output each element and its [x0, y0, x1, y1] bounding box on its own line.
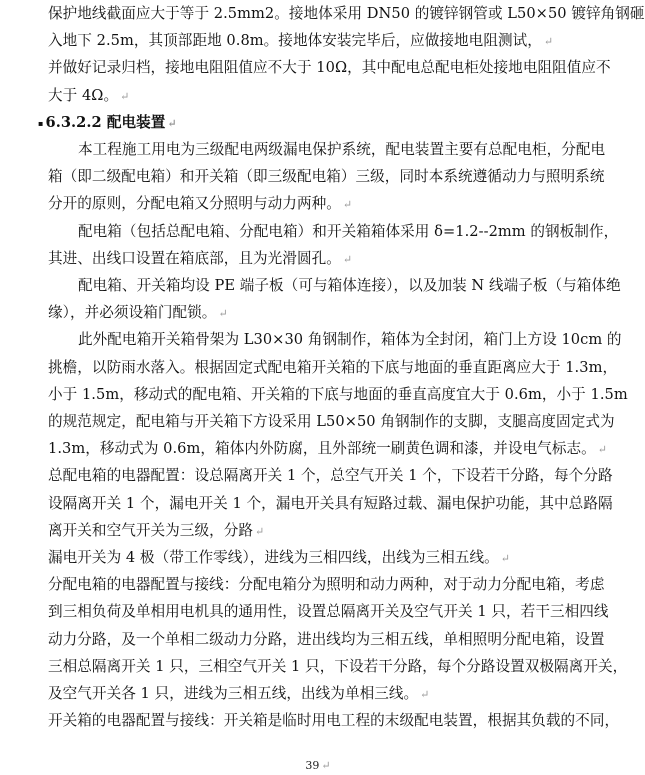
text-line-14: 挑檐，以防雨水落入。根据固定式配电箱开关箱的下底与地面的垂直距离应大于 1.3m，	[48, 358, 618, 376]
text-line-2: 入地下 2.5m，其顶部距地 0.8m。接地体安装完毕后，应做接地电阻测试， ↵	[48, 32, 554, 50]
text-line-11: 配电箱、开关箱均设 PE 端子板（可与箱体连接），以及加装 N 线端子板（与箱体绝	[78, 277, 621, 294]
text-line-8: 分开的原则，分配电箱又分照明与动力两种。 ↵	[48, 195, 353, 213]
paragraph-mark-icon: ↵	[218, 307, 228, 321]
text-line-1: 保护地线截面应大于等于 2.5mm2。接地体采用 DN50 的镀锌钢管或 L50×50 镀锌角钢砸	[48, 5, 645, 22]
paragraph-mark-icon: ↵	[120, 89, 130, 103]
text-line-13: 此外配电箱开关箱骨架为 L30×30 角钢制作，箱体为全封闭，箱门上方设 10cm 的	[78, 331, 622, 349]
text-line-20: 离开关和空气开关为三级，分路 ↵	[48, 521, 265, 539]
paragraph-mark-icon: ↵	[255, 524, 265, 538]
text-line-25: 三相总隔离开关 1 只，三相空气开关 1 只，下设若干分路，每个分路设置双极隔离开关，	[48, 657, 628, 675]
text-line-16: 的规范规定，配电箱与开关箱下方设采用 L50×50 角钢制作的支脚，支腿高度固定式为	[48, 413, 615, 430]
text-line-15: 小于 1.5m，移动式的配电箱、开关箱的下底与地面的垂直高度宜大于 0.6m，小于 1.5m	[48, 385, 628, 403]
page-number: 39 ↵	[305, 759, 331, 772]
text-line-9: 配电箱（包括总配电箱、分配电箱）和开关箱箱体采用 δ=1.2--2mm 的钢板制作，	[78, 222, 619, 240]
text-line-4: 大于 4Ω。 ↵	[48, 86, 130, 104]
text-line-23: 到三相负荷及单相用电机具的通用性，设置总隔离开关及空气开关 1 只，若干三相四线	[48, 603, 609, 621]
paragraph-mark-icon: ↵	[342, 252, 353, 266]
section-heading: ▪ 6.3.2.2 配电装置 ↵	[38, 113, 177, 131]
text-line-21: 漏电开关为 4 极（带工作零线），进线为三相四线，出线为三相五线。 ↵	[48, 549, 511, 566]
paragraph-mark-icon: ↵	[321, 759, 331, 772]
paragraph-mark-icon: ↵	[543, 35, 554, 49]
text-line-22: 分配电箱的电器配置与接线：分配电箱分为照明和动力两种，对于动力分配电箱，考虑	[48, 576, 605, 594]
text-line-18: 总配电箱的电器配置：设总隔离开关 1 个，总空气开关 1 个，下设若干分路，每个分路	[48, 467, 613, 485]
text-line-24: 动力分路，及一个单相二级动力分路，进出线均为三相五线，单相照明分配电箱，设置	[48, 630, 605, 648]
text-line-27: 开关箱的电器配置与接线：开关箱是临时用电工程的末级配电装置，根据其负载的不同，	[48, 712, 620, 730]
text-line-12: 缘），并必须设箱门配锁。 ↵	[48, 304, 228, 322]
paragraph-mark-icon: ↵	[167, 116, 177, 130]
text-line-17: 1.3m，移动式为 0.6m，箱体内外防腐，且外部统一刷黄色调和漆，并设电气标志。 ↵	[48, 440, 608, 458]
paragraph-mark-icon: ↵	[342, 198, 353, 212]
text-line-3: 并做好记录归档，接地电阻阻值应不大于 10Ω，其中配电总配电柜处接地电阻阻值应不	[48, 59, 611, 77]
text-line-10: 其进、出线口设置在箱底部，且为光滑圆孔。 ↵	[48, 249, 353, 267]
paragraph-mark-icon: ↵	[420, 688, 430, 701]
paragraph-mark-icon: ↵	[597, 443, 608, 457]
paragraph-mark-icon: ↵	[500, 552, 511, 565]
text-line-7: 箱（即二级配电箱）和开关箱（即三级配电箱）三级，同时本系统遵循动力与照明系统	[48, 168, 605, 186]
text-line-19: 设隔离开关 1 个，漏电开关 1 个，漏电开关具有短路过载、漏电保护功能，其中总路隔	[48, 494, 613, 512]
text-line-26: 及空气开关各 1 只，进线为三相五线，出线为单相三线。 ↵	[48, 685, 430, 702]
bullet-icon: ▪	[38, 117, 44, 128]
text-line-6: 本工程施工用电为三级配电两级漏电保护系统，配电装置主要有总配电柜，分配电	[78, 141, 606, 158]
